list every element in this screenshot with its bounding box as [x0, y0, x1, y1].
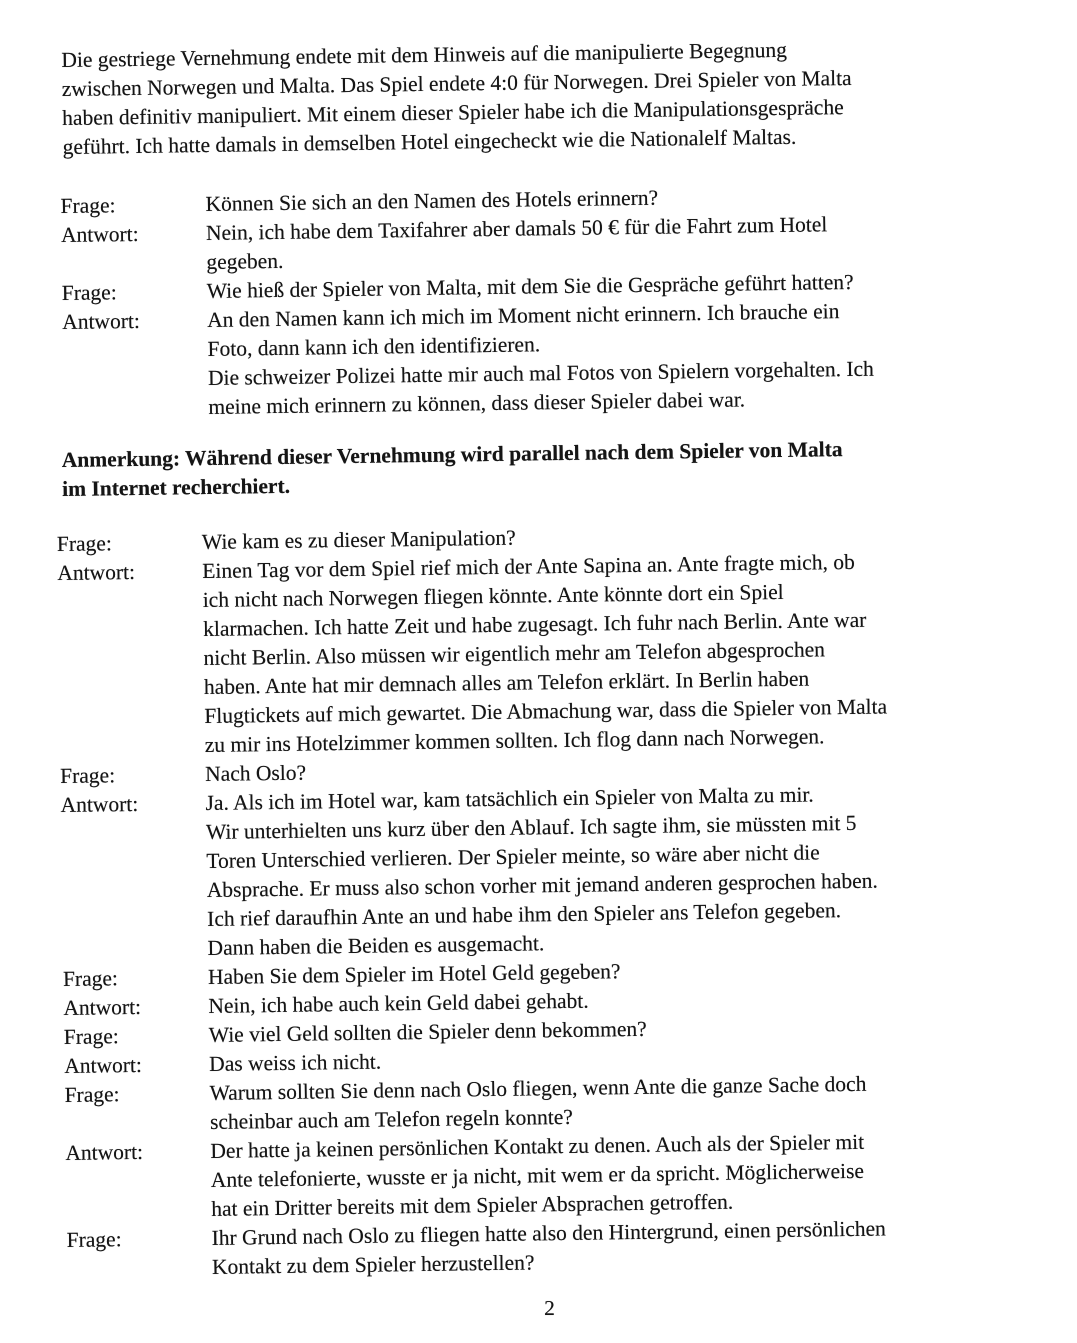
note-paragraph: Anmerkung: Während dieser Vernehmung wird parallel nach dem Spieler von Malta im Internet recherchiert. — [61, 436, 843, 501]
qa-section-2 — [57, 516, 1032, 1283]
qa-row — [57, 545, 1025, 761]
qa-text: An den Namen kann ich mich im Moment nicht erinnern. Ich brauche ein Foto, dann kann ich den identifizieren. Die schweizer Polizei hatte mir auch mal Fotos von Spielern vorgehalten. Ich meine mich erinnern zu können, dass dieser Spieler dabei war. — [207, 298, 875, 419]
qa-row — [60, 777, 1027, 964]
qa-row — [65, 1125, 1031, 1225]
qa-label: Frage: — [61, 279, 117, 305]
qa-label: Antwort: — [57, 559, 136, 585]
qa-label: Antwort: — [63, 994, 142, 1020]
qa-text: Wie kam es zu dieser Manipulation? — [201, 525, 516, 554]
qa-text: Warum sollten Sie denn nach Oslo fliegen, wenn Ante die ganze Sache doch scheinbar auch am Telefon regeln konnte? — [209, 1071, 867, 1134]
qa-label: Antwort: — [60, 791, 139, 817]
qa-text: Ja. Als ich im Hotel war, kam tatsächlich ein Spieler von Malta zu mir. Wir unterhielten uns kurz über den Ablauf. Ich sagte ihm, sie müssten mit 5 Toren Unterschied verlieren. Der Spieler meinte, so wäre aber nicht die Absprache. Er muss also schon vorher mit jemand anderen gesprochen haben. Ich rief daraufhin Ante an und habe ihm den Spieler ans Telefon gegeben. Dann haben die Beiden es ausgemacht. — [205, 781, 878, 960]
qa-text: Können Sie sich an den Namen des Hotels erinnern? — [205, 185, 659, 216]
qa-text: Wie hieß der Spieler von Malta, mit dem Sie die Gespräche geführt hatten? — [206, 269, 854, 303]
qa-text: Nein, ich habe auch kein Geld dabei gehabt. — [208, 988, 589, 1018]
qa-label: Antwort: — [62, 308, 140, 334]
qa-label: Frage: — [64, 1081, 120, 1107]
qa-label: Frage: — [63, 1023, 119, 1049]
qa-section-1 — [60, 178, 1028, 423]
qa-text: Nach Oslo? — [204, 760, 307, 786]
qa-label: Frage: — [66, 1226, 122, 1252]
qa-label: Antwort: — [60, 221, 139, 247]
qa-text: Ihr Grund nach Oslo zu fliegen hatte also den Hintergrund, einen persönlichen Kontakt zu dem Spieler herzustellen? — [211, 1216, 887, 1279]
qa-label: Frage: — [60, 762, 116, 788]
qa-text: Der hatte ja keinen persönlichen Kontakt zu denen. Auch als der Spieler mit Ante telefonierte, wusste er ja nicht, mit wem er da spricht. Möglicherweise hat ein Dritter bereits mit dem Spieler Absprachen getroffen. — [210, 1129, 865, 1221]
qa-text: Das weiss ich nicht. — [209, 1049, 382, 1076]
qa-label: Frage: — [56, 530, 113, 556]
qa-row — [62, 294, 1029, 423]
qa-text: Einen Tag vor dem Spiel rief mich der Ante Sapina an. Ante fragte mich, ob ich nicht nach Norwegen fliegen könnte. Ante könnte dort ein Spiel klarmachen. Ich hatte Zeit und habe zugesagt. Ich fuhr nach Berlin. Ante war nicht Berlin. Also müssen wir eigentlich mehr am Telefon abgesprochen haben. Ante hat mir demnach alles am Telefon erklärt. In Berlin haben Flugtickets auf mich gewartet. Die Abmachung war, dass die Spieler von Malta zu mir ins Hotelzimmer kommen sollten. Ich flog dann nach Norwegen. — [202, 549, 888, 757]
qa-text: Nein, ich habe dem Taxifahrer aber damals 50 € für die Fahrt zum Hotel gegeben. — [205, 211, 828, 274]
qa-text: Haben Sie dem Spieler im Hotel Geld gegeben? — [207, 958, 621, 989]
qa-label: Antwort: — [65, 1139, 144, 1165]
page-footer — [62, 1294, 1037, 1323]
qa-text: Wie viel Geld sollten die Spieler denn bekommen? — [208, 1016, 647, 1047]
qa-label: Antwort: — [64, 1052, 143, 1078]
intro-paragraph: Die gestriege Vernehmung endete mit dem Hinweis auf die manipulierte Begegnung zwischen Norwegen und Malta. Das Spiel endete 4:0 für Norwegen. Drei Spieler von Malta haben definitiv manipuliert. Mit einem dieser Spieler habe ich die Manipulationsgespräche geführt. Ich hatte damals in demselben Hotel eingecheckt wie die Nationalelf Maltas. — [61, 37, 852, 159]
page-number: 2 — [544, 1295, 555, 1320]
qa-label: Frage: — [62, 965, 119, 991]
qa-label: Frage: — [60, 192, 116, 218]
